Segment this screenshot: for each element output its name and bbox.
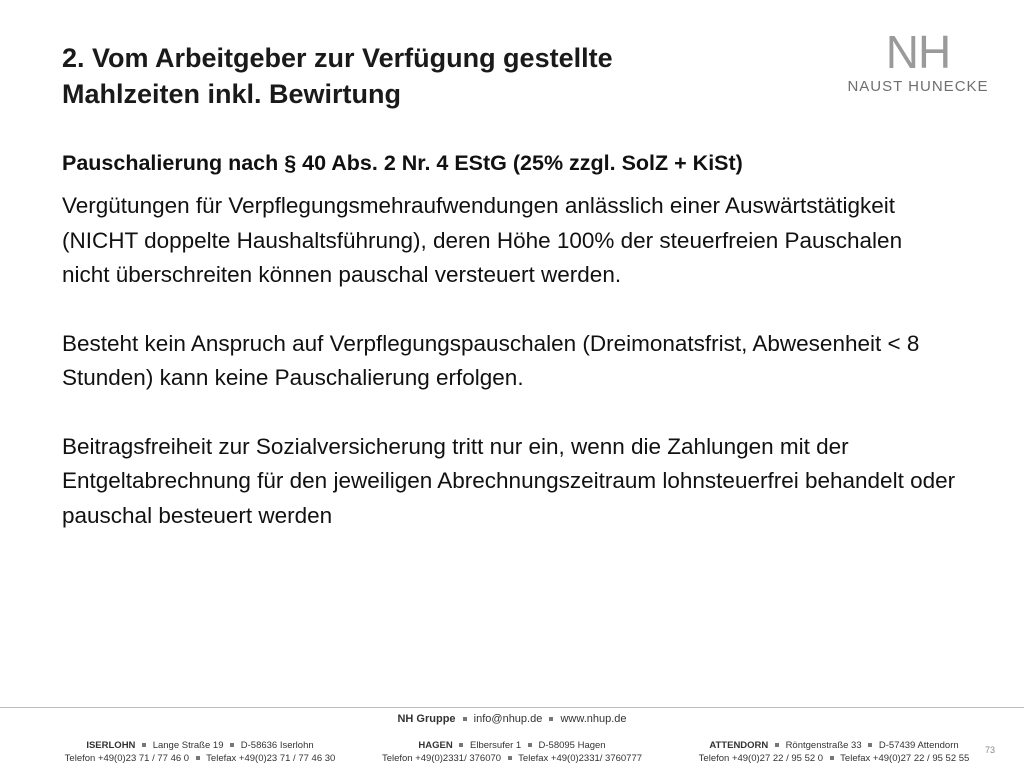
office-city: HAGEN [418, 740, 453, 751]
footer-email[interactable]: info@nhup.de [473, 713, 543, 725]
office-phone: Telefon +49(0)27 22 / 95 52 0 [698, 753, 824, 764]
logo-mark: NH [885, 26, 951, 78]
office-hagen [362, 739, 662, 765]
subheading: Pauschalierung nach § 40 Abs. 2 Nr. 4 EStG (25% zzgl. SolZ + KiSt) [62, 151, 743, 175]
separator-icon [830, 756, 834, 760]
slide-title [62, 40, 822, 112]
footer-group: NH Gruppe [397, 713, 456, 725]
slide-title-line-1: 2. Vom Arbeitgeber zur Verfügung gestellte [62, 43, 613, 73]
office-iserlohn [50, 739, 350, 765]
office-street: Lange Straße 19 [152, 740, 224, 751]
office-city: ISERLOHN [86, 740, 136, 751]
office-city: ATTENDORN [709, 740, 769, 751]
paragraph-3: Beitragsfreiheit zur Sozialversicherung tritt nur ein, wenn die Zahlungen mit der Entgeltabrechnung für den jeweiligen Abrechnungszeitraum lohnsteuerfrei behandelt oder pauschal besteuert werden [62, 433, 956, 528]
office-fax: Telefax +49(0)27 22 / 95 52 55 [840, 753, 970, 764]
separator-icon [196, 756, 200, 760]
office-zip: D-57439 Attendorn [878, 740, 959, 751]
separator-icon [549, 717, 553, 721]
paragraph-2: Besteht kein Anspruch auf Verpflegungspauschalen (Dreimonatsfrist, Abwesenheit < 8 Stunden) kann keine Pauschalierung erfolgen. [62, 330, 920, 390]
office-fax: Telefax +49(0)23 71 / 77 46 30 [206, 753, 336, 764]
office-zip: D-58095 Hagen [538, 740, 606, 751]
office-fax: Telefax +49(0)2331/ 3760777 [518, 753, 643, 764]
slide-content [62, 147, 962, 533]
separator-icon [508, 756, 512, 760]
office-zip: D-58636 Iserlohn [240, 740, 314, 751]
office-attendorn [686, 739, 982, 765]
office-phone: Telefon +49(0)2331/ 376070 [381, 753, 502, 764]
separator-icon [463, 717, 467, 721]
separator-icon [459, 743, 463, 747]
separator-icon [528, 743, 532, 747]
slide-title-line-2: Mahlzeiten inkl. Bewirtung [62, 79, 402, 109]
separator-icon [142, 743, 146, 747]
separator-icon [868, 743, 872, 747]
page-number: 73 [985, 745, 996, 755]
office-phone: Telefon +49(0)23 71 / 77 46 0 [64, 753, 190, 764]
footer-contact [0, 713, 1024, 725]
office-street: Elbersufer 1 [470, 740, 522, 751]
separator-icon [775, 743, 779, 747]
footer-divider [0, 707, 1024, 708]
separator-icon [230, 743, 234, 747]
footer-website[interactable]: www.nhup.de [560, 713, 627, 725]
office-street: Röntgenstraße 33 [785, 740, 862, 751]
paragraph-1: Vergütungen für Verpflegungsmehraufwendungen anlässlich einer Auswärtstätigkeit (NICHT doppelte Haushaltsführung), deren Höhe 100% der steuerfreien Pauschalen nicht überschreiten können pauschal versteuert werden. [62, 193, 903, 287]
company-logo [838, 28, 998, 95]
logo-name: NAUST HUNECKE [847, 78, 989, 95]
